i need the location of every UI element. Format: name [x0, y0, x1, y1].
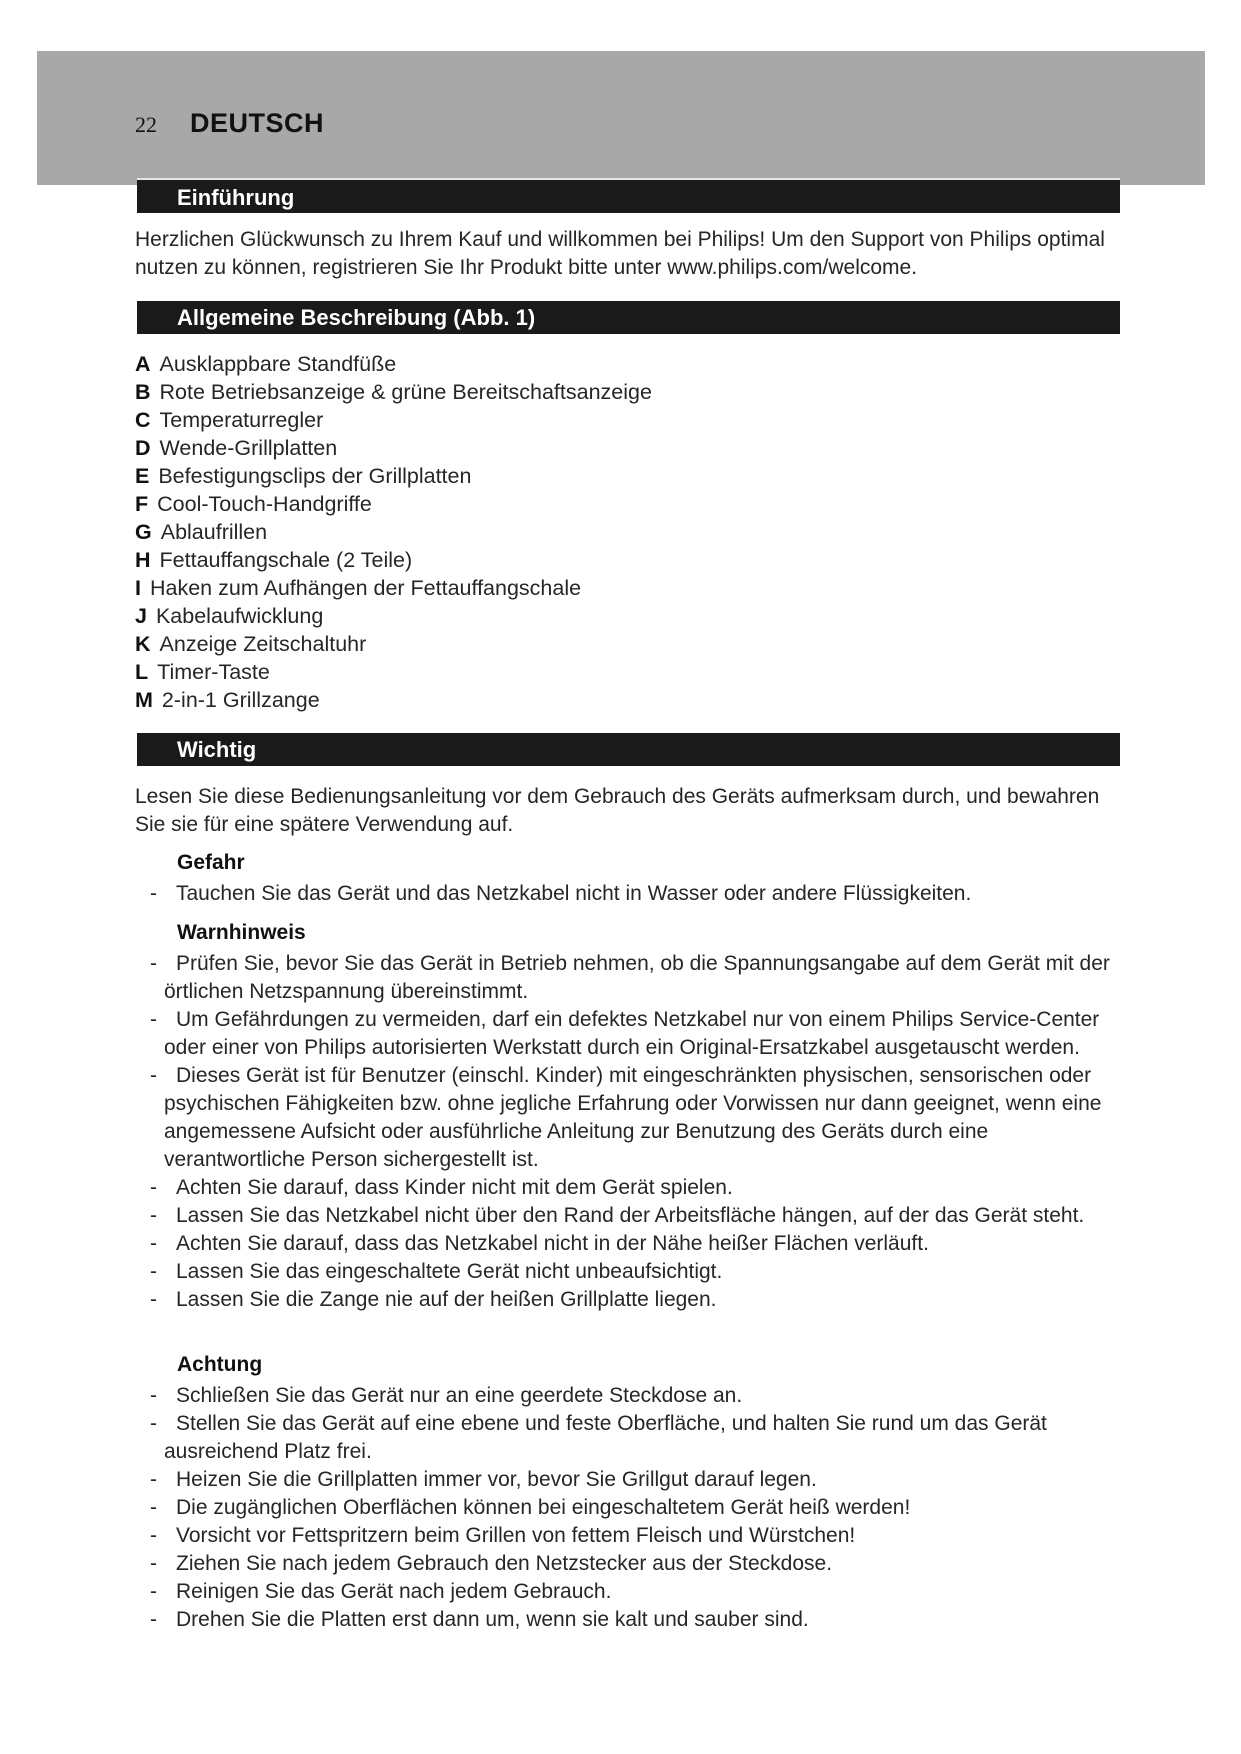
part-letter: I: [135, 576, 141, 600]
list-item: - Drehen Sie die Platten erst dann um, wenn sie kalt und sauber sind.: [150, 1608, 809, 1631]
list-item: - Schließen Sie das Gerät nur an eine geerdete Steckdose an.: [150, 1384, 743, 1407]
part-letter: L: [135, 660, 149, 684]
part-letter: G: [135, 520, 152, 544]
section-heading-intro: Einführung: [137, 178, 1120, 213]
part-label: 2-in-1 Grillzange: [161, 688, 320, 712]
part-letter: A: [135, 352, 151, 376]
list-item: [135, 406, 652, 434]
part-letter: J: [135, 604, 147, 628]
list-item: - Heizen Sie die Grillplatten immer vor, bevor Sie Grillgut darauf legen.: [150, 1468, 817, 1491]
part-label: Rote Betriebsanzeige & grüne Bereitschaftsanzeige: [159, 380, 652, 404]
warning-list: [150, 950, 1125, 1314]
danger-heading: Gefahr: [177, 851, 245, 874]
list-item: - Dieses Gerät ist für Benutzer (einschl. Kinder) mit eingeschränkten physischen, sensorischen oder psychischen Fähigkeiten bzw. ohne jegliche Erfahrung oder Vorwissen nur dann geeignet, wenn eine angemessene Aufsicht oder ausführliche Anleitung zur Benutzung des Geräts durch eine verantwortliche Person sichergestellt ist.: [150, 1064, 1102, 1171]
caution-heading: Achtung: [177, 1353, 263, 1376]
part-letter: C: [135, 408, 151, 432]
part-label: Temperaturregler: [159, 408, 324, 432]
caution-list: [150, 1382, 1125, 1634]
part-letter: F: [135, 492, 149, 516]
list-item: - Achten Sie darauf, dass das Netzkabel nicht in der Nähe heißer Flächen verläuft.: [150, 1232, 929, 1255]
part-letter: H: [135, 548, 151, 572]
list-item: [135, 490, 652, 518]
important-intro-paragraph: Lesen Sie diese Bedienungsanleitung vor dem Gebrauch des Geräts aufmerksam durch, und bewahren Sie sie für eine spätere Verwendung auf.: [135, 785, 1100, 836]
list-item: [135, 602, 652, 630]
list-item: - Lassen Sie das eingeschaltete Gerät nicht unbeaufsichtigt.: [150, 1260, 723, 1283]
list-item: - Lassen Sie die Zange nie auf der heißen Grillplatte liegen.: [150, 1288, 717, 1311]
part-label: Cool-Touch-Handgriffe: [157, 492, 372, 516]
list-item: - Achten Sie darauf, dass Kinder nicht mit dem Gerät spielen.: [150, 1176, 733, 1199]
list-item: - Vorsicht vor Fettspritzern beim Grillen von fettem Fleisch und Würstchen!: [150, 1524, 856, 1547]
part-label: Wende-Grillplatten: [159, 436, 338, 460]
list-item: - Ziehen Sie nach jedem Gebrauch den Netzstecker aus der Steckdose.: [150, 1552, 833, 1575]
part-letter: B: [135, 380, 151, 404]
list-item: [135, 630, 652, 658]
part-letter: M: [135, 688, 153, 712]
list-item: - Tauchen Sie das Gerät und das Netzkabel nicht in Wasser oder andere Flüssigkeiten.: [150, 882, 972, 905]
part-label: Kabelaufwicklung: [155, 604, 324, 628]
part-letter: E: [135, 464, 150, 488]
part-letter: D: [135, 436, 151, 460]
section-heading-description: Allgemeine Beschreibung (Abb. 1): [137, 301, 1120, 334]
part-label: Ablaufrillen: [160, 520, 268, 544]
section-heading-important: Wichtig: [137, 733, 1120, 766]
list-item: [135, 546, 652, 574]
list-item: [135, 686, 652, 714]
danger-list: [150, 880, 1125, 908]
parts-list: [135, 350, 652, 714]
list-item: [135, 574, 652, 602]
part-label: Befestigungsclips der Grillplatten: [158, 464, 472, 488]
list-item: - Um Gefährdungen zu vermeiden, darf ein defektes Netzkabel nur von einem Philips Service-Center oder einer von Philips autorisierten Werkstatt durch ein Original-Ersatzkabel ausgetauscht werden.: [150, 1008, 1100, 1059]
list-item: [135, 434, 652, 462]
part-label: Haken zum Aufhängen der Fettauffangschale: [149, 576, 582, 600]
list-item: - Prüfen Sie, bevor Sie das Gerät in Betrieb nehmen, ob die Spannungsangabe auf dem Gerät mit der örtlichen Netzspannung übereinstimmt.: [150, 952, 1110, 1003]
part-letter: K: [135, 632, 151, 656]
list-item: [135, 518, 652, 546]
list-item: - Stellen Sie das Gerät auf eine ebene und feste Oberfläche, und halten Sie rund um das Gerät ausreichend Platz frei.: [150, 1412, 1047, 1463]
page-number: 22: [135, 112, 157, 137]
list-item: [135, 658, 652, 686]
part-label: Fettauffangschale (2 Teile): [159, 548, 413, 572]
language-title: DEUTSCH: [190, 108, 325, 138]
part-label: Timer-Taste: [157, 660, 270, 684]
part-label: Anzeige Zeitschaltuhr: [159, 632, 367, 656]
list-item: [135, 350, 652, 378]
list-item: [135, 378, 652, 406]
warning-heading: Warnhinweis: [177, 921, 306, 944]
list-item: - Lassen Sie das Netzkabel nicht über den Rand der Arbeitsfläche hängen, auf der das Gerät steht.: [150, 1204, 1085, 1227]
part-label: Ausklappbare Standfüße: [159, 352, 397, 376]
list-item: [135, 462, 652, 490]
list-item: - Die zugänglichen Oberflächen können bei eingeschaltetem Gerät heiß werden!: [150, 1496, 911, 1519]
list-item: - Reinigen Sie das Gerät nach jedem Gebrauch.: [150, 1580, 612, 1603]
intro-paragraph: Herzlichen Glückwunsch zu Ihrem Kauf und willkommen bei Philips! Um den Support von Philips optimal nutzen zu können, registrieren Sie Ihr Produkt bitte unter www.philips.com/welcome.: [135, 228, 1105, 279]
